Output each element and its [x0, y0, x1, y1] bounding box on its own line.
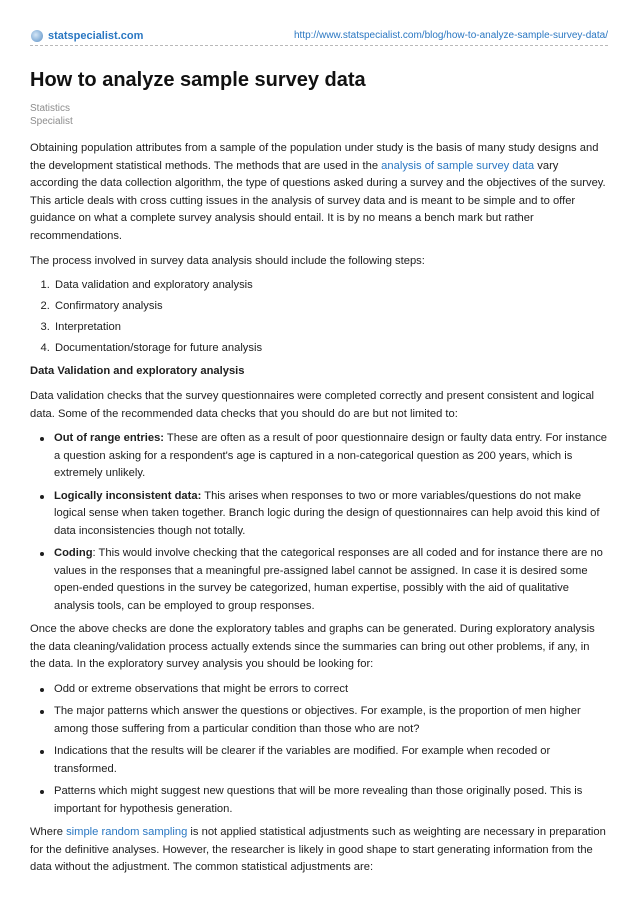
- bullet-icon: [40, 552, 44, 556]
- check-term: Out of range entries:: [54, 432, 165, 445]
- validation-intro: Data validation checks that the survey questionnaires were completed correctly and present consistent and logical data. Some of the recommended data checks that you should do are but not limited to:: [30, 390, 595, 420]
- list-item: The major patterns which answer the questions or objectives. For example, is the proportion of men higher among those suffering from a particular condition than those who are not?: [54, 703, 608, 738]
- step-item: 3. Interpretation: [53, 319, 608, 337]
- article-title: How to analyze sample survey data: [30, 69, 366, 91]
- closing-paragraph: Where simple random sampling is not applied statistical adjustments such as weighting are necessary in preparation for the definitive analyses. However, the researcher is likely in good shape to start generating information from the data without the adjustment. The common statistical adjustments are:: [30, 826, 606, 874]
- bullet-icon: [40, 710, 44, 714]
- bullet-icon: [40, 790, 44, 794]
- simple-random-sampling-link[interactable]: simple random sampling: [66, 826, 188, 839]
- site-name-link[interactable]: statspecialist.com: [48, 30, 144, 42]
- list-item: Logically inconsistent data: This arises when responses to two or more variables/questions do not make logical sense when taken together. Branch logic during the design of questionnaires can help avoid this kind of data inconsistencies though not totally.: [54, 488, 608, 541]
- page-url-link[interactable]: http://www.statspecialist.com/blog/how-to-analyze-sample-survey-data/: [293, 30, 608, 41]
- bullet-icon: [40, 495, 44, 499]
- top-bar: [30, 0, 608, 46]
- globe-icon: [31, 30, 43, 42]
- analysis-of-sample-survey-data-link[interactable]: analysis of sample survey data: [381, 159, 535, 172]
- tag-specialist: Specialist: [30, 116, 73, 127]
- check-term: Logically inconsistent data:: [54, 489, 202, 502]
- article-tags: [30, 102, 608, 128]
- list-item: Indications that the results will be clearer if the variables are modified. For example when recoded or transformed.: [54, 743, 608, 778]
- look-for-list: [30, 681, 608, 819]
- intro-paragraph: Obtaining population attributes from a sample of the population under study is the basis of many study designs and the development statistical methods. The methods that are used in the analysis of sample survey data vary according the data collection algorithm, the type of questions asked during a survey and the objectives of the survey. This article deals with cross cutting issues in the analysis of survey data and is meant to be simple and to offer guidance on what a complete survey analysis should entail. It is by no means a bench mark but rather recommendations.: [30, 142, 606, 242]
- list-item: Coding: This would involve checking that the categorical responses are all coded and for instance there are no values in the responses that a meaningful pre-assigned label cannot be assigned. In case it is desired some open-ended questions in the survey be categorized, human expertise, possibly with the aid of qualitative analysis tools, can be employed to group responses.: [54, 545, 608, 615]
- step-item: 2. Confirmatory analysis: [53, 298, 608, 316]
- step-item: 1. Data validation and exploratory analysis: [53, 277, 608, 295]
- steps-intro: The process involved in survey data analysis should include the following steps:: [30, 255, 425, 267]
- checks-list: [30, 430, 608, 615]
- header-divider: [30, 45, 608, 46]
- bullet-icon: [40, 688, 44, 692]
- section-heading: Data Validation and exploratory analysis: [30, 364, 245, 377]
- list-item: Out of range entries: These are often as a result of poor questionnaire design or faulty data entry. For instance a question asking for a respondent's age is captured in a non-categorical question as 200 years, which is extremely unlikely.: [54, 430, 608, 483]
- steps-list: [30, 277, 608, 358]
- step-item: 4. Documentation/storage for future analysis: [53, 340, 608, 358]
- exploratory-intro: Once the above checks are done the exploratory tables and graphs can be generated. During exploratory analysis the data cleaning/validation process actually extends since the summaries can bring out other problems, if any, in the data. In the exploratory survey analysis you should be looking for:: [30, 623, 595, 671]
- tag-statistics: Statistics: [30, 103, 71, 114]
- check-term: Coding: [54, 547, 93, 560]
- bullet-icon: [40, 750, 44, 754]
- list-item: Odd or extreme observations that might be errors to correct: [54, 681, 608, 699]
- bullet-icon: [40, 437, 44, 441]
- list-item: Patterns which might suggest new questions that will be more revealing than those originally posed. This is important for hypothesis generation.: [54, 783, 608, 818]
